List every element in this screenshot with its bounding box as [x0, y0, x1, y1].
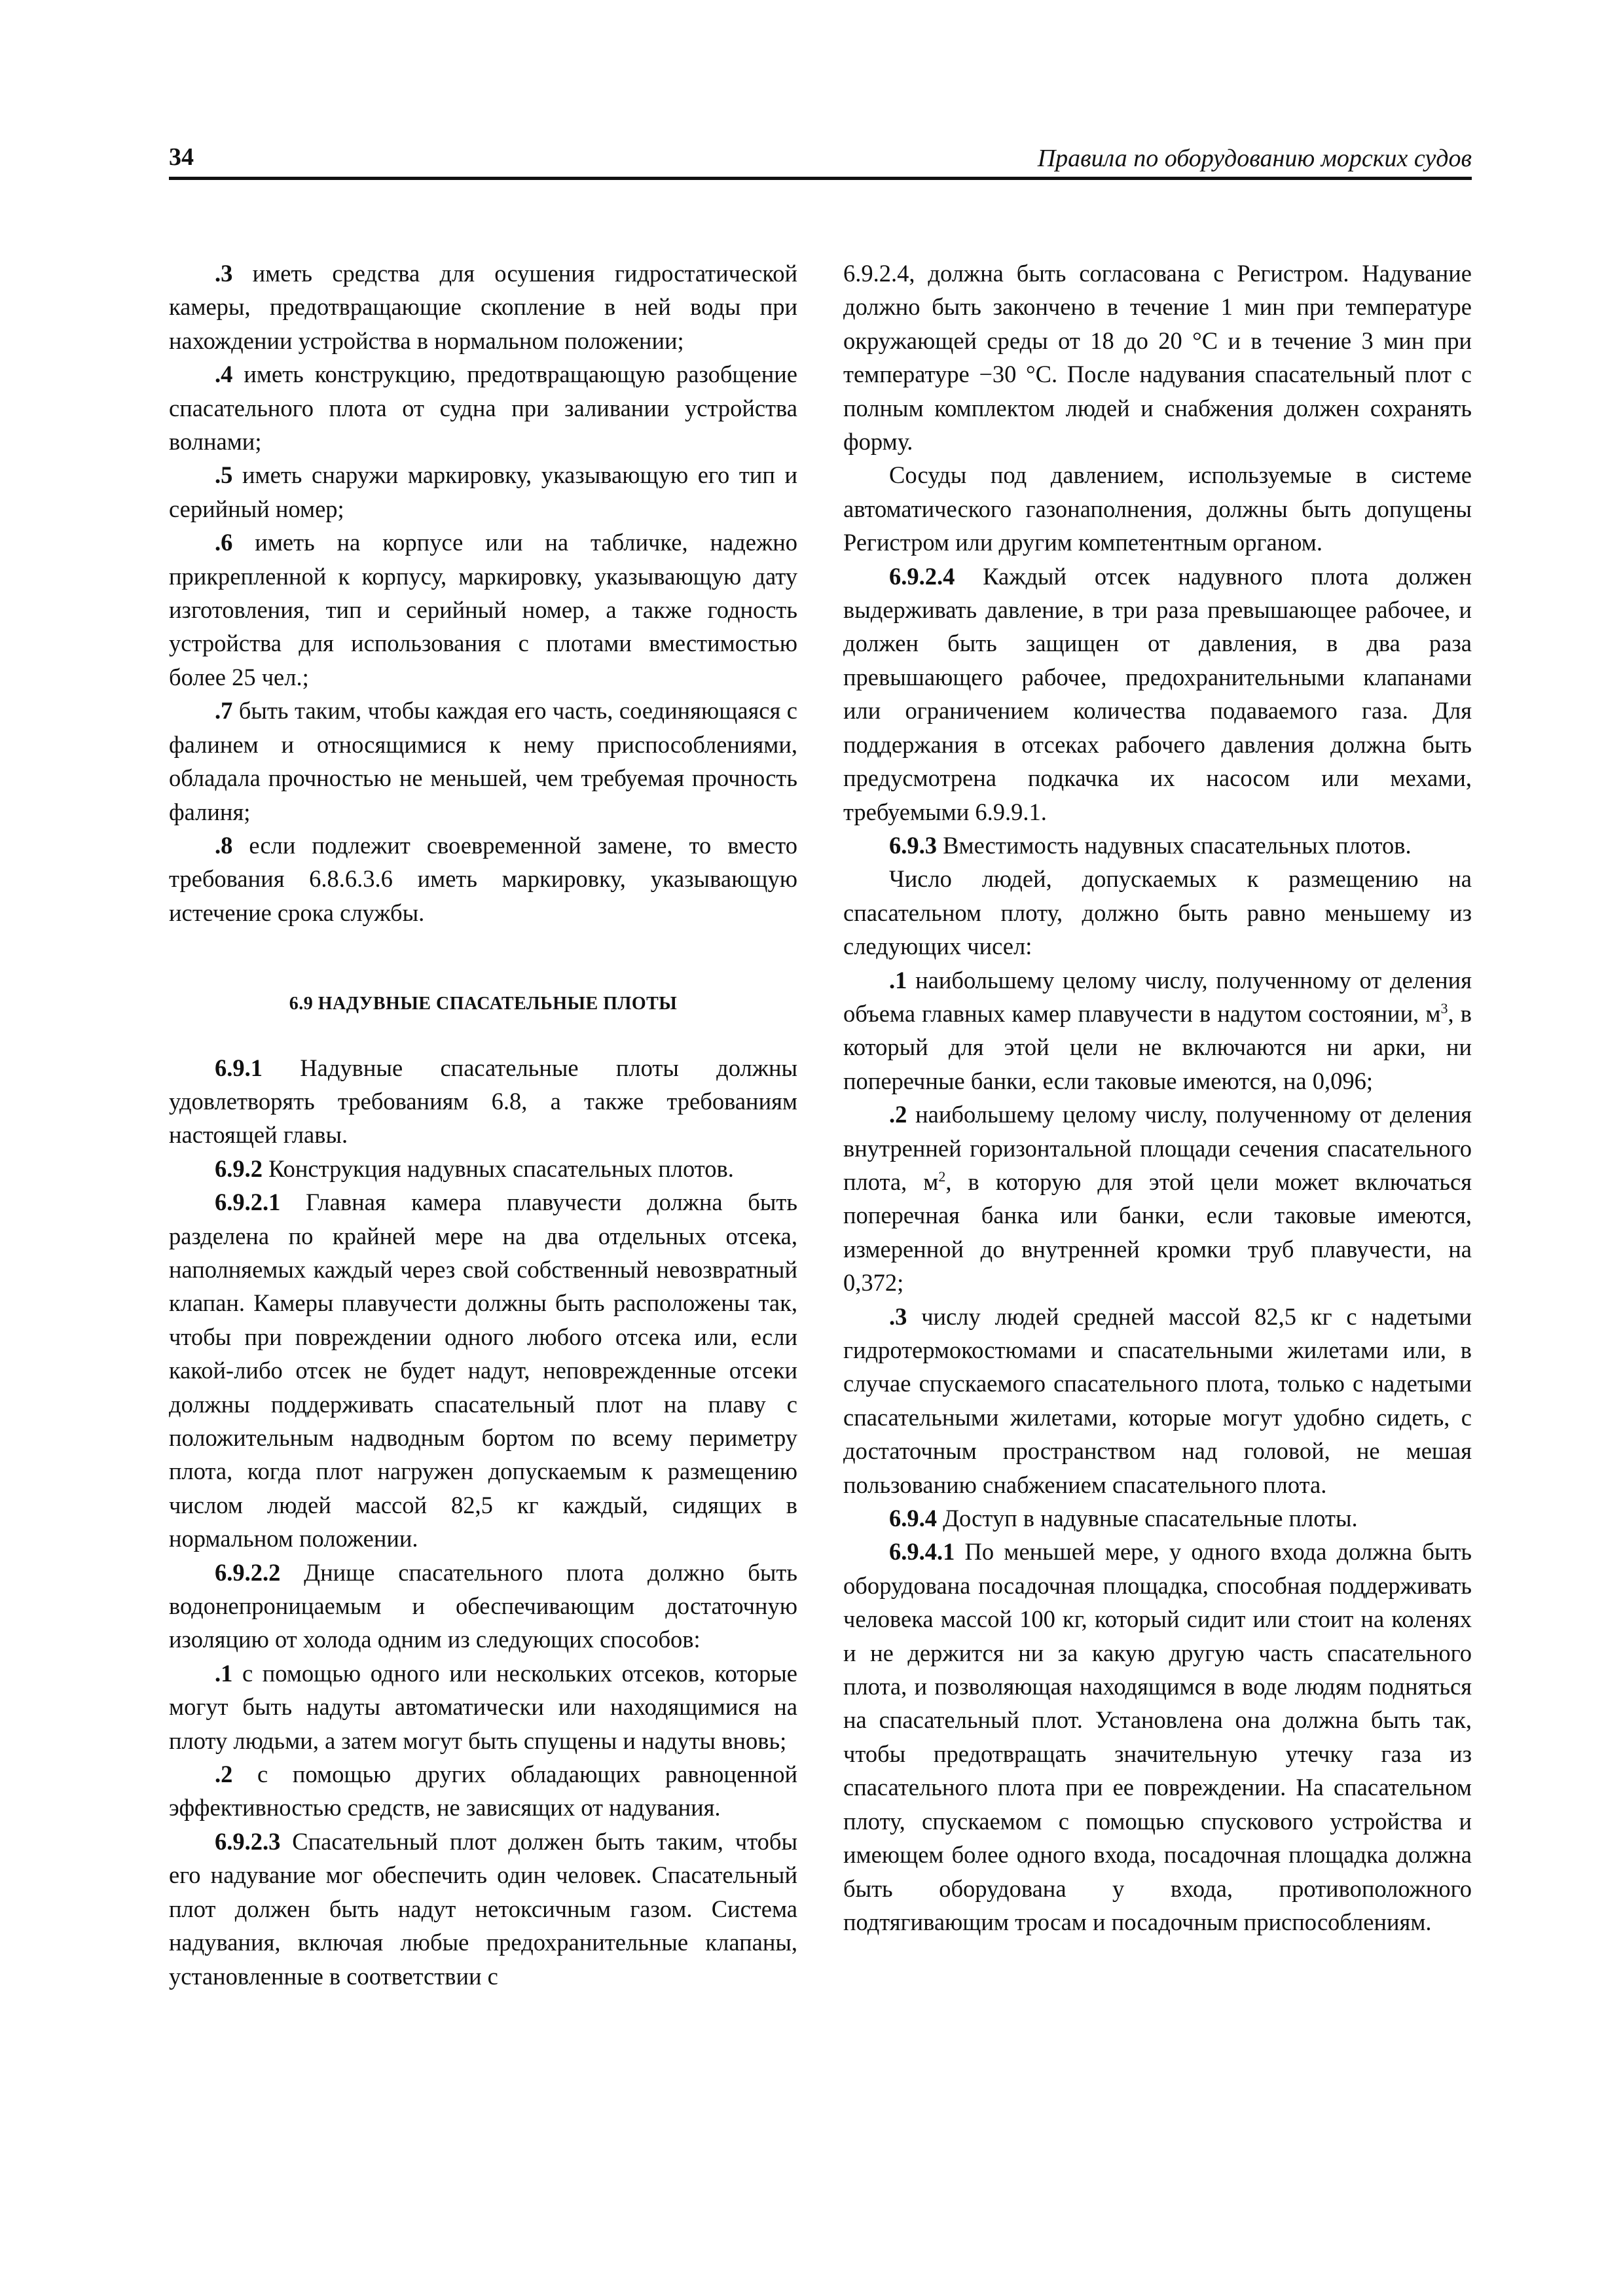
item-text: наибольшему целому числу, полученному от деления объема главных камер плавучести в надутом состоянии, м: [843, 966, 1472, 1027]
paragraph-6-9-2: [169, 1152, 797, 1185]
clause-number: 6.9.4: [889, 1505, 937, 1532]
paragraph-6-9-2-3: [169, 1825, 797, 1993]
item-text: , в который для этой цели не включаются ни арки, ни поперечные банки, если таковые имеются, на 0,096;: [843, 999, 1472, 1094]
paragraph-continuation: 6.9.2.4, должна быть согласована с Регистром. Надувание должно быть закончено в течение 1 мин при температуре окружающей среды от 18 до 20 °С и в течение 3 мин при температуре −30 °С. После надувания спасательный плот с полным комплектом людей и снабжения должен сохранять форму.: [843, 260, 1472, 456]
clause-text: По меньшей мере, у одного входа должна быть оборудована посадочная площадка, способная поддерживать человека массой 100 кг, который сидит или стоит на коленях и не держится ни за какую другую часть спасательного плота, и позволяющая находящимся в воде людям подняться на спасательный плот. Установлена она должна быть так, чтобы предотвращать значительную утечку газа из спасательного плота при ее повреждении. На спасательном плоту, спускаемом с помощью спускового устройства и имеющем более одного входа, посадочная площадка должна быть оборудована у входа, противоположного подтягивающим тросам и посадочным приспособлениям.: [843, 1538, 1472, 1935]
list-item: [169, 1757, 797, 1825]
clause-text: Днище спасательного плота должно быть водонепроницаемым и обеспечивающим достаточную изоляцию от холода одним из следующих способов:: [169, 1558, 797, 1653]
list-item: [169, 829, 797, 929]
item-text: если подлежит своевременной замене, то вместо требования 6.8.6.3.6 иметь маркировку, указывающую истечение срока службы.: [169, 831, 797, 926]
item-number: .5: [215, 461, 233, 489]
right-column: [843, 257, 1472, 1939]
item-text: иметь конструкцию, предотвращающую разобщение спасательного плота от судна при заливании устройства волнами;: [169, 361, 797, 456]
paragraph-6-9-4-1: [843, 1535, 1472, 1939]
list-item: [169, 694, 797, 829]
page-number: 34: [169, 143, 194, 171]
item-number: .3: [215, 260, 233, 287]
clause-text: Главная камера плавучести должна быть разделена по крайней мере на два отдельных отсека, наполняемых каждый через свой собственный невозвратный клапан. Камеры плавучести должны быть расположены так, чтобы при повреждении одного любого отсека или, если какой-либо отсек не будет надут, неповрежденные отсеки должны поддерживать спасательный плот на плаву с положительным надводным бортом по всему периметру плота, когда плот нагружен допускаемым к размещению числом людей массой 82,5 кг каждый, сидящих в нормальном положении.: [169, 1189, 797, 1552]
paragraph-pressure-vessels: Сосуды под давлением, используемые в системе автоматического газонаполнения, должны быть допущены Регистром или другим компетентным органом.: [843, 461, 1472, 556]
item-number: .1: [215, 1659, 233, 1687]
clause-number: 6.9.2.1: [215, 1189, 281, 1216]
paragraph-6-9-4: [843, 1501, 1472, 1535]
list-item: [843, 1300, 1472, 1501]
list-item: [169, 357, 797, 458]
left-column: [169, 257, 797, 1993]
paragraph-6-9-2-2: [169, 1556, 797, 1657]
list-item: [169, 257, 797, 357]
list-item: [843, 1098, 1472, 1299]
list-item: [169, 1657, 797, 1757]
item-text: числу людей средней массой 82,5 кг с надетыми гидротермокостюмами и спасательными жилетами или, в случае спускаемого спасательного плота, только с надетыми спасательными жилетами, которые могут удобно сидеть, с достаточным пространством над головой, не мешая пользованию снабжением спасательного плота.: [843, 1302, 1472, 1498]
clause-number: 6.9.4.1: [889, 1538, 955, 1566]
item-number: .8: [215, 831, 233, 859]
clause-number: 6.9.1: [215, 1054, 263, 1081]
clause-text: Доступ в надувные спасательные плоты.: [937, 1505, 1358, 1532]
paragraph-6-9-3: [843, 829, 1472, 862]
clause-text: Вместимость надувных спасательных плотов.: [937, 831, 1412, 859]
clause-text: Надувные спасательные плоты должны удовлетворять требованиям 6.8, а также требованиям настоящей главы.: [169, 1054, 797, 1149]
item-number: .1: [889, 966, 907, 994]
item-text: иметь снаружи маркировку, указывающую его тип и серийный номер;: [169, 461, 797, 522]
superscript: 2: [938, 1168, 946, 1185]
clause-text: Спасательный плот должен быть таким, чтобы его надувание мог обеспечить один человек. Спасательный плот должен быть надут нетоксичным газом. Система надувания, включая любые предохранительные клапаны, установленные в соответствии с: [169, 1827, 797, 1990]
item-number: .2: [889, 1101, 907, 1128]
superscript: 3: [1440, 999, 1448, 1016]
list-item: [169, 526, 797, 694]
section-title: 6.9 НАДУВНЫЕ СПАСАТЕЛЬНЫЕ ПЛОТЫ: [289, 994, 678, 1014]
clause-text: Конструкция надувных спасательных плотов.: [263, 1155, 734, 1182]
header-rule: [169, 177, 1472, 180]
clause-number: 6.9.2.2: [215, 1558, 281, 1586]
item-text: наибольшему целому числу, полученному от деления внутренней горизонтальной площади сечения спасательного плота, м: [843, 1101, 1472, 1195]
running-title: Правила по оборудованию морских судов: [1037, 145, 1472, 172]
item-text: с помощью других обладающих равноценной эффективностью средств, не зависящих от надувания.: [169, 1761, 797, 1821]
item-number: .3: [889, 1302, 907, 1330]
item-number: .6: [215, 529, 233, 556]
paragraph-capacity-intro: Число людей, допускаемых к размещению на спасательном плоту, должно быть равно меньшему из следующих чисел:: [843, 865, 1472, 960]
item-text: быть таким, чтобы каждая его часть, соединяющаяся с фалинем и относящимися к нему приспособлениями, обладала прочностью не меньшей, чем требуемая прочность фалиня;: [169, 697, 797, 825]
item-number: .7: [215, 697, 233, 725]
item-text: с помощью одного или нескольких отсеков, которые могут быть надуты автоматически или находящимися на плоту людьми, а затем могут быть спущены и надуты вновь;: [169, 1659, 797, 1754]
clause-number: 6.9.2: [215, 1155, 263, 1182]
item-text: иметь средства для осушения гидростатической камеры, предотвращающие скопление в ней воды при нахождении устройства в нормальном положении;: [169, 260, 797, 354]
clause-number: 6.9.2.4: [889, 562, 955, 590]
paragraph-6-9-2-4: [843, 560, 1472, 829]
list-item: [169, 458, 797, 526]
page-header: [169, 143, 1472, 182]
paragraph-6-9-1: [169, 1051, 797, 1152]
clause-number: 6.9.2.3: [215, 1827, 281, 1855]
list-item: [843, 963, 1472, 1098]
item-number: .4: [215, 361, 233, 388]
item-text: иметь на корпусе или на табличке, надежно прикрепленной к корпусу, маркировку, указывающую дату изготовления, тип и серийный номер, а также годность устройства для использования с плотами вместимостью более 25 чел.;: [169, 529, 797, 691]
item-text: , в которую для этой цели может включаться поперечная банка или банки, если таковые имеются, измеренной до внутренней кромки труб плавучести, на 0,372;: [843, 1168, 1472, 1297]
clause-number: 6.9.3: [889, 831, 937, 859]
clause-text: Каждый отсек надувного плота должен выдерживать давление, в три раза превышающее рабочее, и должен быть защищен от давления, в два раза превышающего рабочее, предохранительными клапанами или ограничением количества подаваемого газа. Для поддержания в отсеках рабочего давления должна быть предусмотрена подкачка их насосом или мехами, требуемыми 6.9.9.1.: [843, 562, 1472, 825]
paragraph-6-9-2-1: [169, 1185, 797, 1555]
item-number: .2: [215, 1761, 233, 1788]
